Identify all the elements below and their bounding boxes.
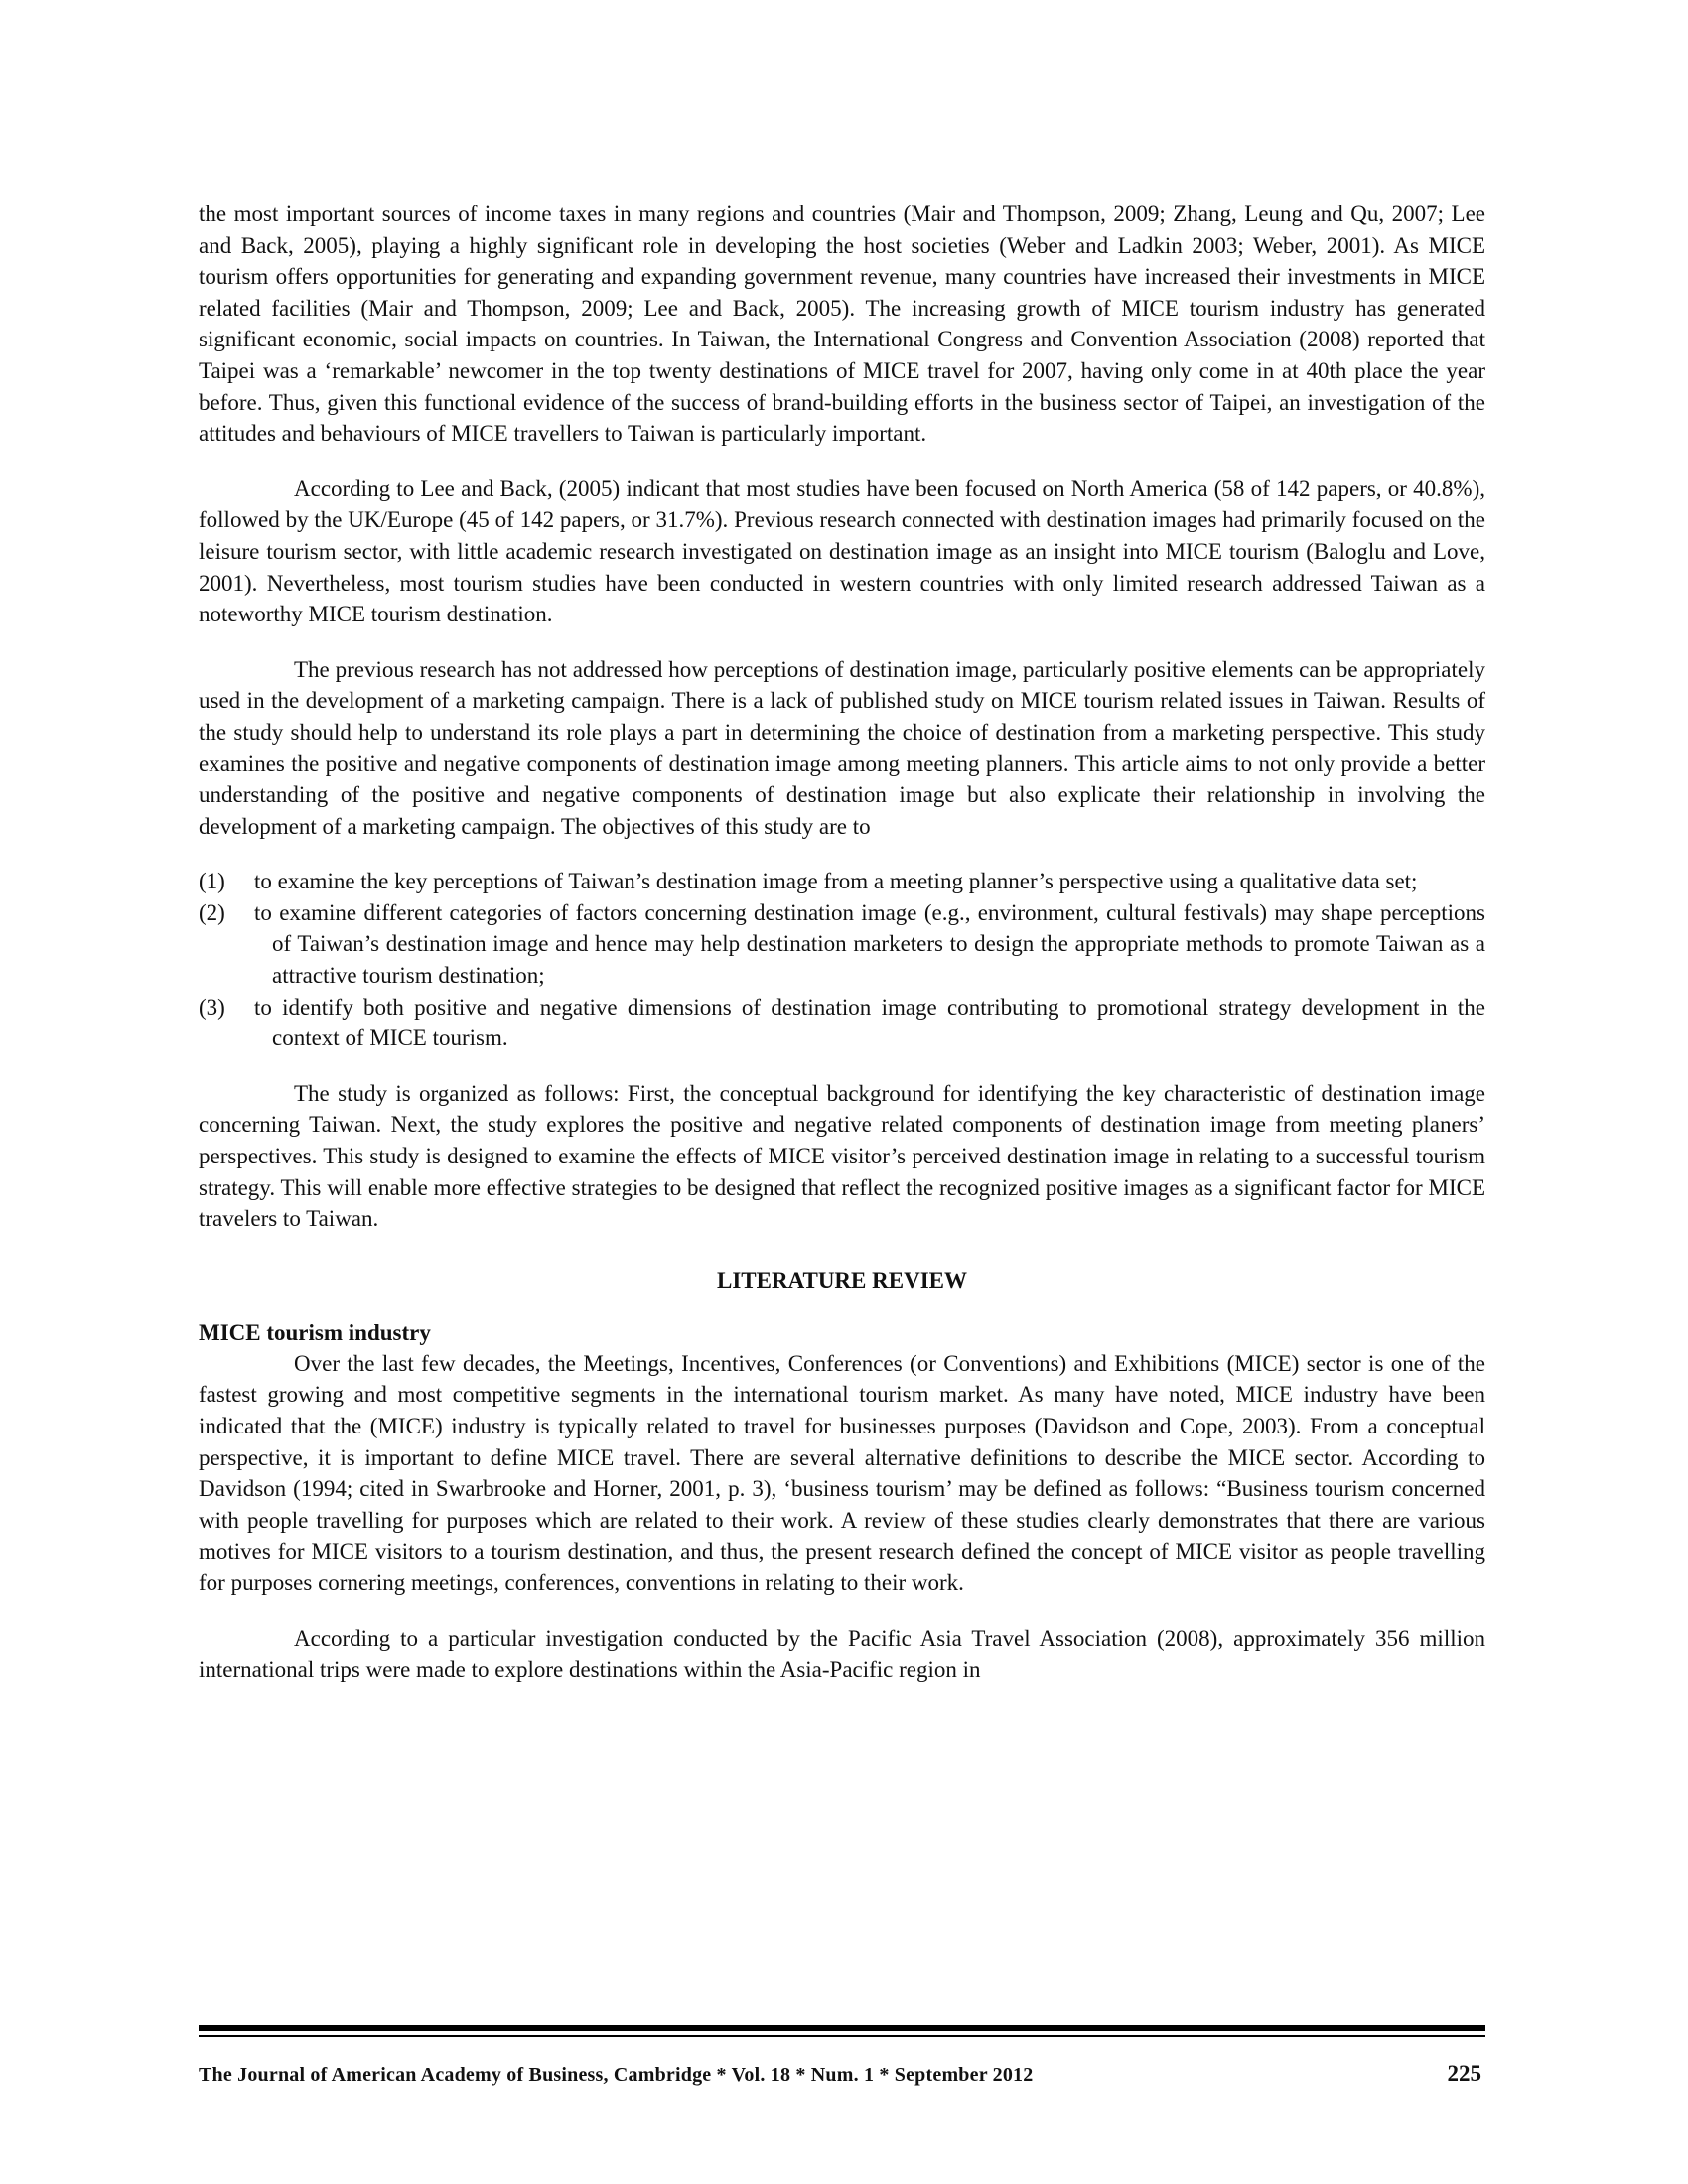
page-number: 225 xyxy=(1447,2061,1481,2086)
page-body xyxy=(199,199,1485,1709)
objective-number: (3) xyxy=(199,994,225,1020)
objectives-list xyxy=(199,866,1485,1054)
paragraph-prior-studies: According to Lee and Back, (2005) indicant that most studies have been focused on North America (58 of 142 papers, or 40.8%), followed by the UK/Europe (45 of 142 papers, or 31.7%). Previous research connected with destination images had primarily focused on the leisure tourism sector, with little academic research investigated on destination image as an insight into MICE tourism (Baloglu and Love, 2001). Nevertheless, most tourism studies have been conducted in western countries with only limited research addressed Taiwan as a noteworthy MICE tourism destination. xyxy=(199,476,1485,627)
paragraph-pata-investigation: According to a particular investigation conducted by the Pacific Asia Travel Association (2008), approximately 356 million international trips were made to explore destinations within the Asia-Pacific region in xyxy=(199,1625,1485,1683)
paragraph-income-taxes: the most important sources of income taxes in many regions and countries (Mair and Thompson, 2009; Zhang, Leung and Qu, 2007; Lee and Back, 2005), playing a highly significant role in developing the host societies (Weber and Ladkin 2003; Weber, 2001). As MICE tourism offers opportunities for generating and expanding government revenue, many countries have increased their investments in MICE related facilities (Mair and Thompson, 2009; Lee and Back, 2005). The increasing growth of MICE tourism industry has generated significant economic, social impacts on countries. In Taiwan, the International Congress and Convention Association (2008) reported that Taipei was a ‘remarkable’ newcomer in the top twenty destinations of MICE travel for 2007, having only come in at 40th place the year before. Thus, given this functional evidence of the success of brand-building efforts in the business sector of Taipei, an investigation of the attitudes and behaviours of MICE travellers to Taiwan is particularly important. xyxy=(199,202,1485,447)
paragraph-organization: The study is organized as follows: First, the conceptual background for identifying the key characteristic of destination image concerning Taiwan. Next, the study explores the positive and negative related components of destination image from meeting planers’ perspectives. This study is designed to examine the effects of MICE visitor’s perceived destination image in relating to a successful tourism strategy. This will enable more effective strategies to be designed that reflect the recognized positive images as a significant factor for MICE travelers to Taiwan. xyxy=(199,1080,1485,1232)
journal-citation: The Journal of American Academy of Business, Cambridge * Vol. 18 * Num. 1 * September 2012 xyxy=(199,2064,1034,2086)
objective-text: to examine the key perceptions of Taiwan’s destination image from a meeting planner’s perspective using a qualitative data set; xyxy=(254,869,1418,894)
objective-number: (1) xyxy=(199,869,225,894)
objective-item xyxy=(199,897,1485,992)
paragraph-research-gap: The previous research has not addressed how perceptions of destination image, particularly positive elements can be appropriately used in the development of a marketing campaign. There is a lack of published study on MICE tourism related issues in Taiwan. Results of the study should help to understand its role plays a part in determining the choice of destination from a marketing perspective. This study examines the positive and negative components of destination image among meeting planners. This article aims to not only provide a better understanding of the positive and negative components of destination image but also explicate their relationship in involving the development of a marketing campaign. The objectives of this study are to xyxy=(199,656,1485,839)
objective-number: (2) xyxy=(199,899,225,925)
footer-divider-thick xyxy=(199,2025,1485,2031)
objective-text: to examine different categories of factors concerning destination image (e.g., environment, cultural festivals) may shape perceptions of Taiwan’s destination image and hence may help destination marketers to design the appropriate methods to promote Taiwan as a attractive tourism destination; xyxy=(254,899,1485,989)
footer-divider-thin xyxy=(199,2035,1485,2037)
subsection-heading-mice-industry: MICE tourism industry xyxy=(199,1319,431,1345)
page-footer xyxy=(199,2025,1485,2087)
objective-item xyxy=(199,992,1485,1054)
section-heading-literature-review: LITERATURE REVIEW xyxy=(717,1267,967,1293)
objective-text: to identify both positive and negative dimensions of destination image contributing to promotional strategy development in the context of MICE tourism. xyxy=(254,994,1485,1051)
paragraph-mice-definition: Over the last few decades, the Meetings, Incentives, Conferences (or Conventions) and Exhibitions (MICE) sector is one of the fastest growing and most competitive segments in the international tourism market. As many have noted, MICE industry have been indicated that the (MICE) industry is typically related to travel for businesses purposes (Davidson and Cope, 2003). From a conceptual perspective, it is important to define MICE travel. There are several alternative definitions to describe the MICE sector. According to Davidson (1994; cited in Swarbrooke and Horner, 2001, p. 3), ‘business tourism’ may be defined as follows: “Business tourism concerned with people travelling for purposes which are related to their work. A review of these studies clearly demonstrates that there are various motives for MICE visitors to a tourism destination, and thus, the present research defined the concept of MICE visitor as people travelling for purposes cornering meetings, conferences, conventions in relating to their work. xyxy=(199,1350,1485,1595)
footer-line xyxy=(199,2061,1485,2087)
objective-item xyxy=(199,866,1485,897)
